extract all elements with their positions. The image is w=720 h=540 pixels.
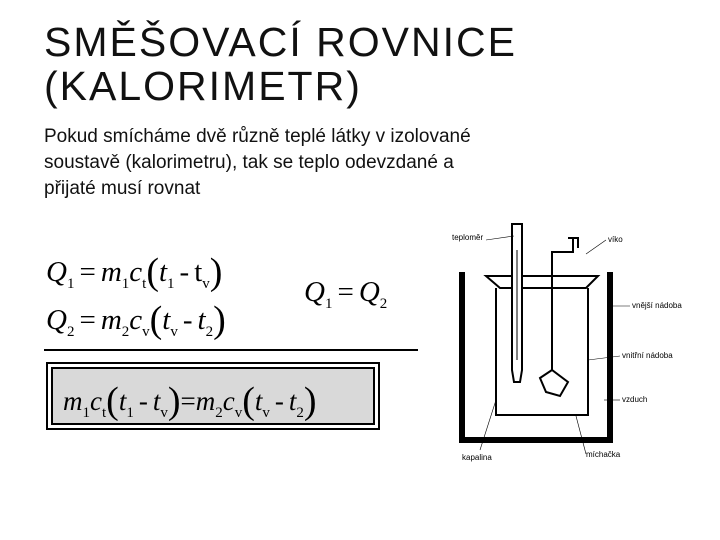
- eq3-q1-sub: 1: [324, 296, 333, 312]
- eq4-minus-1: -: [138, 386, 148, 416]
- eq4-t2-sub: v: [160, 405, 168, 421]
- eq2-m-sub: 2: [121, 324, 130, 340]
- eq2-open-paren: (: [149, 299, 163, 341]
- eq2-equals: =: [79, 304, 96, 336]
- eq4-m1-sub: 1: [82, 405, 90, 421]
- eq1-t1-sub: 1: [167, 276, 175, 292]
- eq2-q-sub: 2: [66, 324, 75, 340]
- inner-vessel: [496, 288, 588, 415]
- eq3-q1: Q: [304, 276, 325, 308]
- eq1-open-paren: (: [146, 251, 159, 293]
- eq2-minus: -: [182, 304, 193, 336]
- eq1-t2: t: [194, 256, 203, 288]
- label-vnitrni-nadoba: vnitřní nádoba: [622, 351, 673, 360]
- equation-heat-released: [46, 250, 222, 294]
- label-michacka: míchačka: [586, 450, 621, 459]
- equation-divider-line: [44, 349, 418, 351]
- eq2-close-paren: ): [213, 299, 226, 341]
- eq1-equals: =: [79, 256, 96, 288]
- paragraph-line-3: přijaté musí rovnat: [44, 178, 201, 199]
- eq4-t4-sub: 2: [296, 405, 304, 421]
- eq2-t2: t: [197, 304, 206, 336]
- paragraph-line-1: Pokud smícháme dvě různě teplé látky v izolované: [44, 126, 471, 147]
- eq4-t1: t: [118, 386, 127, 416]
- eq4-c2-sub: v: [234, 405, 243, 421]
- eq1-m-sub: 1: [121, 276, 130, 292]
- equation-heat-received: [46, 298, 226, 342]
- calorimetric-equation: [63, 379, 317, 423]
- eq1-close-paren: ): [209, 251, 223, 293]
- label-kapalina: kapalina: [462, 453, 492, 462]
- eq4-equals: =: [180, 386, 196, 416]
- eq4-m1: m: [63, 386, 83, 416]
- label-vnejsi-nadoba: vnější nádoba: [632, 301, 682, 310]
- eq2-m: m: [100, 304, 122, 336]
- eq3-equals: =: [337, 276, 354, 308]
- eq1-t2-sub: v: [202, 276, 210, 292]
- eq4-c1-sub: t: [101, 405, 107, 421]
- eq1-c: c: [129, 256, 143, 288]
- eq2-t1: t: [162, 304, 171, 336]
- eq1-q-sub: 1: [66, 276, 75, 292]
- stirrer-paddle: [540, 370, 568, 396]
- eq4-minus-2: -: [274, 386, 284, 416]
- lid: [486, 276, 598, 288]
- eq3-q2: Q: [358, 276, 380, 308]
- eq1-c-sub: t: [142, 276, 147, 292]
- eq2-c-sub: v: [142, 324, 150, 340]
- stirrer: [552, 238, 578, 375]
- eq1-minus: -: [179, 256, 190, 288]
- eq2-t2-sub: 2: [205, 324, 214, 340]
- slide-title: [44, 20, 684, 108]
- title-line-1: SMĚŠOVACÍ ROVNICE: [44, 19, 517, 65]
- eq4-t3: t: [254, 386, 263, 416]
- eq2-c: c: [129, 304, 143, 336]
- eq1-m: m: [100, 256, 122, 288]
- eq4-t2: t: [152, 386, 161, 416]
- equation-balance: [304, 276, 388, 312]
- label-vzduch: vzduch: [622, 395, 648, 404]
- eq4-m2: m: [195, 386, 216, 416]
- eq4-t1-sub: 1: [126, 405, 134, 421]
- eq2-q: Q: [46, 304, 67, 336]
- intro-paragraph: [44, 124, 624, 202]
- calorimetric-equation-box-inner: [51, 367, 375, 425]
- eq1-q: Q: [46, 256, 67, 288]
- eq1-t1: t: [158, 256, 168, 288]
- eq4-close-paren-2: ): [303, 380, 317, 422]
- calorimetric-equation-box: [46, 362, 380, 430]
- eq3-q2-sub: 2: [379, 296, 388, 312]
- eq4-c2: c: [222, 386, 235, 416]
- calorimeter-diagram: [440, 210, 720, 490]
- eq4-close-paren-1: ): [167, 380, 181, 422]
- eq4-t3-sub: v: [262, 405, 270, 421]
- eq4-m2-sub: 2: [215, 405, 223, 421]
- eq4-open-paren-2: (: [242, 380, 255, 422]
- eq4-open-paren-1: (: [106, 380, 119, 422]
- eq4-c1: c: [90, 386, 102, 416]
- label-teplomer: teploměr: [452, 233, 484, 242]
- paragraph-line-2: soustavě (kalorimetru), tak se teplo odevzdané a: [44, 152, 454, 173]
- eq4-t4: t: [288, 386, 297, 416]
- label-viko: víko: [608, 235, 623, 244]
- eq2-t1-sub: v: [170, 324, 178, 340]
- title-line-2: (KALORIMETR): [44, 63, 362, 109]
